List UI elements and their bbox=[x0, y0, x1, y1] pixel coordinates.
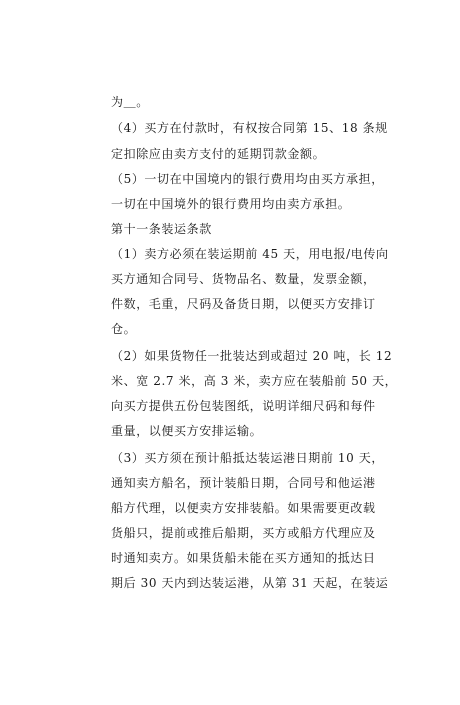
text-line: 米、宽 2.7 米，高 3 米，卖方应在装船前 50 天， bbox=[111, 374, 398, 388]
text-line: 买方通知合同号、货物品名、数量，发票金额， bbox=[111, 272, 376, 286]
text-line: （2）如果货物任一批装达到或超过 20 吨，长 12 bbox=[111, 349, 393, 363]
text-line: （5）一切在中国境内的银行费用均由买方承担， bbox=[111, 172, 384, 186]
text-line: 船方代理，以便卖方安排装船。如果需要更改载 bbox=[111, 501, 376, 515]
text-line: （3）买方须在预计船抵达装运港日期前 10 天， bbox=[111, 451, 384, 465]
text-line: 期后 30 天内到达装运港，从第 31 天起，在装运 bbox=[111, 576, 389, 590]
section-heading: 第十一条装运条款 bbox=[111, 222, 212, 236]
text-line: 货船只，提前或推后船期，买方或船方代理应及 bbox=[111, 526, 376, 540]
text-line: 向买方提供五份包装图纸，说明详细尺码和每件 bbox=[111, 399, 376, 413]
text-line: 件数，毛重，尺码及备货日期，以便买方安排订 bbox=[111, 297, 376, 311]
text-line: 为＿。 bbox=[111, 95, 149, 109]
text-line: 仓。 bbox=[111, 322, 137, 336]
text-line: （4）买方在付款时，有权按合同第 15、18 条规 bbox=[111, 121, 388, 135]
text-line: 时通知卖方。如果货船未能在买方通知的抵达日 bbox=[111, 551, 376, 565]
text-line: 定扣除应由卖方支付的延期罚款金额。 bbox=[111, 147, 326, 161]
text-line: （1）卖方必须在装运期前 45 天，用电报/电传向 bbox=[111, 247, 389, 261]
text-line: 重量，以便买方安排运输。 bbox=[111, 424, 263, 438]
text-line: 通知卖方船名，预计装船日期，合同号和他运港 bbox=[111, 476, 376, 490]
text-line: 一切在中国境外的银行费用均由卖方承担。 bbox=[111, 197, 351, 211]
